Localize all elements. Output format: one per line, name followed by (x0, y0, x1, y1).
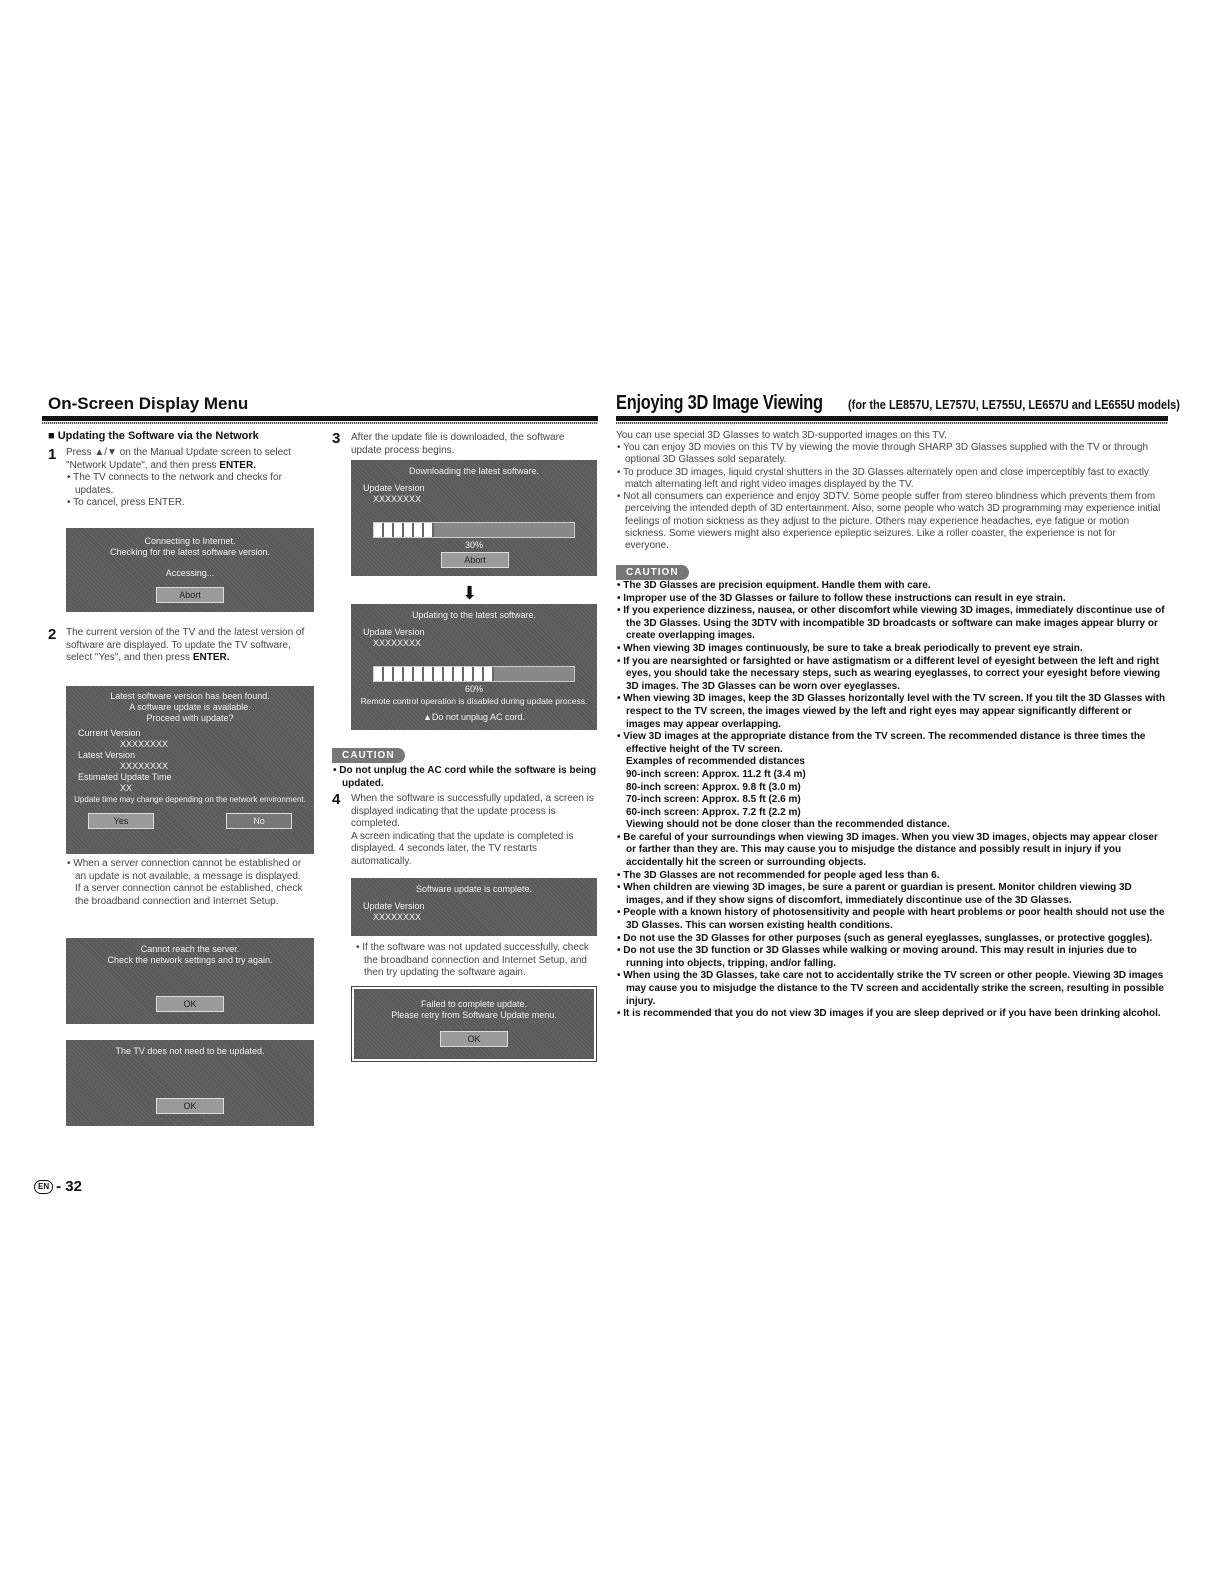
screen-failed-frame (351, 986, 597, 1062)
server-note-bullet-text: When a server connection cannot be established or an update is not available, a message is displayed. (73, 858, 302, 882)
step-1 (66, 447, 316, 510)
intro-bullet: • To produce 3D images, liquid crystal shutters in the 3D Glasses alternately open and close imperceptibly fast to exactly match alternating left and right video images displayed by the TV. (617, 466, 1149, 490)
server-note-extra: If a server connection cannot be established, check the broadband connection and Internet Setup. (75, 883, 303, 907)
distance-item: 70-inch screen: Approx. 8.5 ft (2.6 m) (626, 794, 801, 806)
distance-item: 60-inch screen: Approx. 7.2 ft (2.2 m) (626, 806, 801, 818)
intro-text: You can use special 3D Glasses to watch 3D-supported images on this TV. (616, 430, 947, 441)
screen-line: Proceed with update? (146, 713, 234, 723)
progress-percent: 60% (464, 684, 483, 694)
step-1-bullet-2-text: To cancel, press ENTER. (73, 497, 185, 508)
screen-line: Check the network settings and try again. (107, 955, 273, 965)
screen-note: Update time may change depending on the network environment. (74, 795, 306, 804)
caution-bullet: • If you experience dizziness, nausea, or other discomfort while viewing 3D images, immediately discontinue use of the 3D Glasses. Using the 3DTV with incompatible 3D broadcasts or software can make images appear blurry or create overlapping images. (617, 605, 1165, 642)
screen-title: Software update is complete. (415, 884, 533, 894)
distance-item: 80-inch screen: Approx. 9.8 ft (3.0 m) (626, 781, 801, 793)
step-1-enter: ENTER. (219, 459, 256, 471)
language-badge: EN (34, 1180, 53, 1194)
screen-updating (351, 604, 597, 730)
title-rule-dotted (42, 422, 598, 424)
arrow-down-icon: ⬇ (462, 583, 478, 603)
caution-bullet-text: Do not unplug the AC cord while the software is being updated. (339, 765, 597, 789)
caution-bullet: • When viewing 3D images, keep the 3D Glasses horizontally level with the TV screen. If you tilt the 3D Glasses with respect to the TV screen, the images viewed by the left and right eyes may appear significantly different or images may appear overlapping. (617, 693, 1166, 730)
abort-button[interactable]: Abort (156, 587, 224, 603)
screen-line: Connecting to Internet. (144, 536, 236, 546)
ok-button[interactable]: OK (440, 1031, 508, 1047)
caution-bullet-text: When viewing 3D images continuously, be sure to take a break periodically to prevent eye strain. (623, 642, 1083, 654)
screen-warning (351, 712, 597, 723)
distance-note: Viewing should not be done closer than the recommended distance. (626, 819, 950, 831)
caution-badge-right (616, 562, 689, 580)
step-4 (351, 793, 597, 868)
latest-version-value: XXXXXXXX (120, 761, 169, 771)
update-time-label: Estimated Update Time (78, 772, 172, 782)
caution-label: CAUTION (332, 748, 405, 763)
page-number: - 32 (56, 1178, 82, 1195)
screen-downloading (351, 460, 597, 576)
yes-button[interactable]: Yes (88, 813, 154, 829)
section-title-3d (616, 392, 868, 415)
caution-bullet-text: The 3D Glasses are precision equipment. Handle them with care. (623, 580, 931, 591)
intro-block (616, 430, 1162, 553)
caution-bullet-text: When viewing 3D images, keep the 3D Glasses horizontally level with the TV screen. If you tilt the 3D Glasses with respect to the TV screen, the images viewed by the left and right eyes may appear significantly different or images may appear overlapping. (623, 693, 1166, 730)
no-button[interactable]: No (226, 813, 292, 829)
title-rule (616, 416, 1168, 421)
step-3-text: After the update file is downloaded, the software update process begins. (351, 432, 565, 456)
distances-heading: Examples of recommended distances (626, 756, 805, 768)
screen-line: Latest software version has been found. (110, 691, 270, 701)
update-version-label: Update Version (363, 627, 425, 637)
step-4-text-2: A screen indicating that the update is completed is displayed. 4 seconds later, the TV restarts automatically. (351, 830, 574, 867)
caution-bullet: • Be careful of your surroundings when viewing 3D images. When you view 3D images, objects may appear closer or farther than they are. This may cause you to misjudge the distance and possibly result in injury if you accidentally hit the screen or surrounding objects. (617, 831, 1158, 869)
caution-bullet-text: If you are nearsighted or farsighted or have astigmatism or a different level of eyesight between the left and right eyes, you should take the necessary steps, such as wearing eyeglasses, to correct your eyesight before viewing 3D images. The 3D Glasses can be worn over eyeglasses. (623, 655, 1161, 692)
distance-item: 90-inch screen: Approx. 11.2 ft (3.4 m) (626, 768, 806, 780)
caution-bullet: • When viewing 3D images continuously, be sure to take a break periodically to prevent eye strain. (617, 642, 1083, 654)
abort-button[interactable]: Abort (441, 552, 509, 568)
step-1-bullet-1-text: The TV connects to the network and checks for updates. (73, 472, 282, 496)
subheading: ■ Updating the Software via the Network (48, 430, 259, 442)
caution-bullet-text: Be careful of your surroundings when viewing 3D images. When you view 3D images, objects may appear closer or farther than they are. This may cause you to misjudge the distance and possibly result in injury if you accidentally hit the screen or surrounding objects. (623, 831, 1158, 869)
caution-bullet-text: View 3D images at the appropriate distance from the TV screen. The recommended distance is three times the effective height of the TV screen. (623, 731, 1146, 755)
caution-bullet: • People with a known history of photosensitivity and people with heart problems or poor health should not use the 3D Glasses. This can worsen existing health conditions. (617, 907, 1165, 932)
server-note-bullet: • When a server connection cannot be established or an update is not available, a message is displayed. (67, 858, 302, 882)
screen-line: Failed to complete update. (420, 999, 528, 1009)
screen-note: Remote control operation is disabled during update process. (360, 696, 588, 706)
step-1-bullet-1: • The TV connects to the network and checks for updates. (67, 472, 282, 496)
caution-bullet: • When children are viewing 3D images, be sure a parent or guardian is present. Monitor children viewing 3D images, and if they show signs of discomfort, immediately discontinue use of the 3D Glasses. (617, 882, 1132, 906)
ok-button[interactable]: OK (156, 996, 224, 1012)
screen-server-error (66, 938, 314, 1024)
step-2-enter: ENTER. (192, 652, 230, 663)
section-title-3d-text: Enjoying 3D Image Viewing (616, 392, 823, 414)
caution-label: CAUTION (616, 565, 689, 580)
progress-fill (374, 667, 494, 681)
title-rule (42, 416, 598, 421)
fail-note: • If the software was not updated successfully, check the broadband connection and Internet Setup, and then try updating the software again. (356, 942, 589, 978)
caution-bullet-text: It is recommended that you do not view 3D images if you are sleep deprived or if you have been drinking alcohol. (623, 1008, 1161, 1020)
step-1-bullet-2: • To cancel, press ENTER. (67, 497, 185, 508)
progress-bar-download (373, 522, 575, 538)
intro-bullet: • You can enjoy 3D movies on this TV by viewing the movie through SHARP 3D Glasses supplied with the TV or through optional 3D Glasses sold separately. (617, 442, 1149, 466)
step-number-3: 3 (332, 430, 341, 447)
caution-bullet-text: If you experience dizziness, nausea, or other discomfort while viewing 3D images, immediately discontinue use of the 3D Glasses. Using the 3DTV with incompatible 3D broadcasts or software can make images appear blurry or create overlapping images. (623, 605, 1165, 642)
screen-no-update (66, 1040, 314, 1126)
caution-bullet-text: The 3D Glasses are not recommended for people aged less than 6. (623, 869, 940, 881)
screen-failed (354, 989, 594, 1059)
screen-status: Accessing... (165, 568, 215, 578)
fail-note-text: If the software was not updated successfully, check the broadband connection and Internet Setup, and then try updating the software again. (362, 942, 589, 978)
update-version-value: XXXXXXXX (373, 494, 422, 504)
subheading-text: Updating the Software via the Network (57, 430, 259, 442)
page-footer (34, 1178, 82, 1195)
update-version-value: XXXXXXXX (373, 638, 422, 648)
caution-bullet-text: When using the 3D Glasses, take care not to accidentally strike the TV screen or other people. Viewing 3D images may cause you to misjudge the distance to the TV screen and accidentally strike the screen, resulting in possible injury. (623, 970, 1164, 1007)
caution-bullet: • The 3D Glasses are precision equipment. Handle them with care. (617, 580, 931, 591)
left-column (48, 430, 318, 442)
update-time-value: XX (120, 783, 133, 793)
step-4-text-1: When the software is successfully updated, a screen is displayed indicating that the update process is completed. (351, 793, 594, 829)
update-version-label: Update Version (363, 901, 425, 911)
screen-warning-text: Do not unplug AC cord. (431, 712, 525, 722)
caution-bullet-text: People with a known history of photosensitivity and people with heart problems or poor health should not use the 3D Glasses. This can worsen existing health conditions. (623, 907, 1165, 932)
intro-bullet-text: To produce 3D images, liquid crystal shutters in the 3D Glasses alternately open and close imperceptibly fast to exactly match alternating left and right video images displayed by the TV. (623, 466, 1149, 490)
warning-icon: ▲ (423, 712, 432, 722)
screen-title: Downloading the latest software. (408, 466, 540, 476)
screen-line: A software update is available. (129, 702, 251, 712)
update-version-label: Update Version (363, 483, 425, 493)
progress-fill (374, 523, 434, 537)
intro-bullet-text: Not all consumers can experience and enjoy 3DTV. Some people suffer from stereo blindness which prevents them from perceiving the intended depth of 3D entertainment. Also, some people who watch 3D programming may experience initial feelings of motion sickness as they adjust to the picture. Others may experience headaches, eye fatigue or motion sickness. Some viewers might also experience epileptic seizures. Like a roller coaster, the experience is not for everyone. (623, 491, 1161, 552)
progress-percent: 30% (464, 540, 483, 550)
caution-bullet: • The 3D Glasses are not recommended for people aged less than 6. (617, 869, 940, 881)
current-version-label: Current Version (78, 728, 141, 738)
caution-bullet: • When using the 3D Glasses, take care not to accidentally strike the TV screen or other people. Viewing 3D images may cause you to misjudge the distance to the TV screen and accidentally strike the screen, resulting in possible injury. (617, 970, 1164, 1007)
screen-line: Checking for the latest software version. (109, 547, 271, 557)
intro-bullet-text: You can enjoy 3D movies on this TV by viewing the movie through SHARP 3D Glasses supplied with the TV or through optional 3D Glasses sold separately. (623, 442, 1149, 466)
step-2 (66, 627, 314, 665)
step-number-2: 2 (48, 626, 57, 643)
caution-list (616, 580, 1168, 1021)
screen-line: Cannot reach the server. (140, 944, 240, 954)
intro-bullet: • Not all consumers can experience and enjoy 3DTV. Some people suffer from stereo blindness which prevents them from perceiving the intended depth of 3D entertainment. Also, some people who watch 3D programming may experience initial feelings of motion sickness as they adjust to the picture. Others may experience headaches, eye fatigue or motion sickness. Some viewers might also experience epileptic seizures. Like a roller coaster, the experience is not for everyone. (617, 491, 1161, 552)
progress-bar-update (373, 666, 575, 682)
screen-title: Updating to the latest software. (411, 610, 537, 620)
caution-bullet: • Do not use the 3D Glasses for other purposes (such as general eyeglasses, sunglasses, or protective goggles). (617, 932, 1153, 944)
caution-bullet: • Improper use of the 3D Glasses or failure to follow these instructions can result in eye strain. (617, 592, 1066, 604)
screen-line: Please retry from Software Update menu. (391, 1010, 557, 1020)
caution-bullet-middle: • Do not unplug the AC cord while the software is being updated. (333, 765, 597, 789)
latest-version-label: Latest Version (78, 750, 136, 760)
caution-bullet: • View 3D images at the appropriate distance from the TV screen. The recommended distance is three times the effective height of the TV screen. (617, 731, 1146, 755)
caution-bullet: • Do not use the 3D function or 3D Glasses while walking or moving around. This may result in injuries due to running into objects, tripping, and/or falling. (617, 945, 1137, 969)
server-note (66, 858, 314, 908)
caution-bullet: • It is recommended that you do not view 3D images if you are sleep deprived or if you have been drinking alcohol. (617, 1008, 1161, 1020)
step-2-text: The current version of the TV and the latest version of software are displayed. To update the TV software, select "Yes", and then press (66, 627, 305, 663)
update-version-value: XXXXXXXX (373, 912, 422, 922)
ok-button[interactable]: OK (156, 1098, 224, 1114)
current-version-value: XXXXXXXX (120, 739, 169, 749)
caution-bullet-text: Do not use the 3D function or 3D Glasses while walking or moving around. This may result in injuries due to running into objects, tripping, and/or falling. (623, 945, 1137, 969)
step-number-1: 1 (48, 446, 57, 463)
caution-bullet-text: When children are viewing 3D images, be sure a parent or guardian is present. Monitor children viewing 3D images, and if they show signs of discomfort, immediately discontinue use of the 3D Glasses. (623, 882, 1132, 906)
caution-bullet: • If you are nearsighted or farsighted or have astigmatism or a different level of eyesight between the left and right eyes, you should take the necessary steps, such as wearing eyeglasses, to correct your eyesight before viewing 3D images. The 3D Glasses can be worn over eyeglasses. (617, 655, 1161, 692)
caution-bullet-text: Improper use of the 3D Glasses or failure to follow these instructions can result in eye strain. (623, 592, 1066, 604)
screen-accessing (66, 528, 314, 612)
section-title-osd: On-Screen Display Menu (48, 394, 249, 413)
title-rule-dotted (616, 422, 1168, 424)
step-number-4: 4 (332, 791, 341, 808)
section-title-models: (for the LE857U, LE757U, LE755U, LE657U and LE655U models) (848, 398, 1180, 412)
caution-bullet-text: Do not use the 3D Glasses for other purposes (such as general eyeglasses, sunglasses, or protective goggles). (623, 932, 1153, 944)
step-1-text: Press ▲/▼ on the Manual Update screen to select "Network Update", and then press (66, 447, 291, 471)
screen-update-found (66, 686, 314, 854)
screen-complete (351, 878, 597, 936)
caution-badge-middle (332, 745, 405, 763)
screen-line: The TV does not need to be updated. (115, 1046, 265, 1056)
